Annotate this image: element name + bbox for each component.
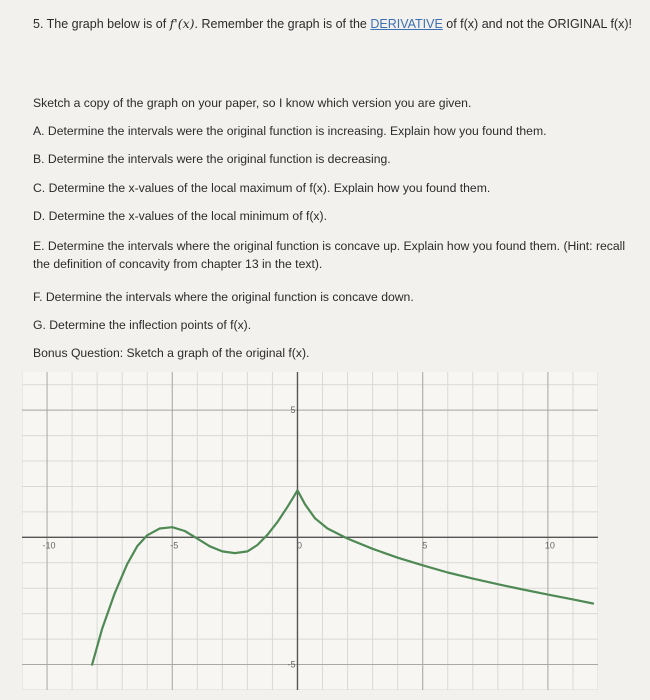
instruction-a: A. Determine the intervals were the original function is increasing. Explain how you found them. — [33, 124, 547, 138]
question-prefix: 5. The graph below is of — [33, 17, 170, 31]
instruction-b: B. Determine the intervals were the original function is decreasing. — [33, 152, 391, 166]
instruction-d: D. Determine the x-values of the local minimum of f(x). — [33, 209, 327, 223]
question-title — [33, 14, 633, 34]
y-tick-label: 5 — [290, 405, 296, 416]
x-tick-label: -10 — [42, 540, 56, 551]
instruction-intro: Sketch a copy of the graph on your paper, so I know which version you are given. — [33, 96, 472, 110]
x-tick-label: 10 — [544, 540, 555, 551]
x-tick-label: 5 — [422, 540, 428, 551]
instruction-c: C. Determine the x-values of the local maximum of f(x). Explain how you found them. — [33, 181, 491, 195]
instruction-g: G. Determine the inflection points of f(x). — [33, 318, 252, 332]
question-middle: . Remember the graph is of the — [194, 17, 371, 31]
instruction-e: E. Determine the intervals where the original function is concave up. Explain how you found them. (Hint: recall the definition of concavity from chapter 13 in the text). — [33, 239, 626, 271]
fprime-notation: f'(x) — [169, 16, 195, 31]
x-tick-label: -5 — [170, 540, 179, 551]
derivative-graph — [22, 372, 598, 690]
graph-background — [22, 372, 598, 690]
y-tick-label: -5 — [287, 659, 296, 670]
question-suffix: of f(x) and not the ORIGINAL f(x)! — [442, 17, 632, 31]
derivative-link[interactable]: DERIVATIVE — [370, 17, 443, 31]
instruction-f: F. Determine the intervals where the original function is concave down. — [33, 290, 414, 304]
instruction-bonus: Bonus Question: Sketch a graph of the original f(x). — [33, 346, 310, 360]
derivative-graph-svg — [22, 372, 598, 690]
x-tick-label: 0 — [296, 540, 302, 551]
